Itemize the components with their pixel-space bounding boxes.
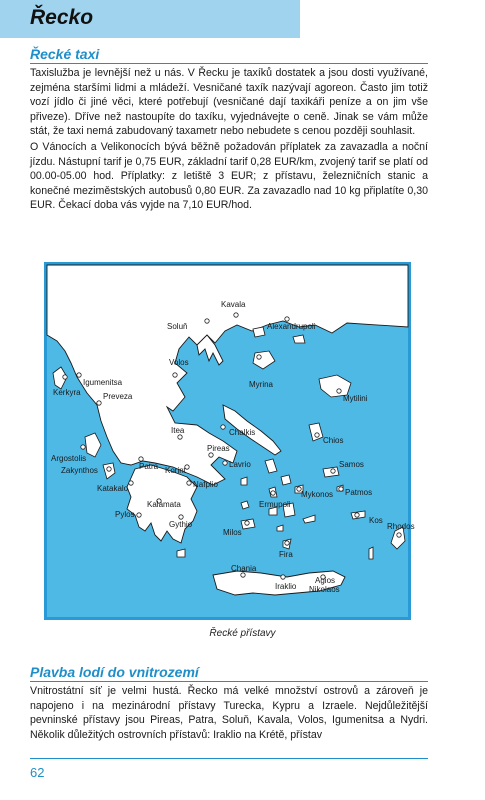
- port-marker-solun: [205, 319, 209, 323]
- taxi-text: [30, 66, 428, 213]
- page-number: 62: [30, 765, 45, 780]
- port-label-fira: Fira: [279, 550, 293, 559]
- port-marker-pireas: [209, 453, 213, 457]
- port-marker-chania: [241, 573, 245, 577]
- port-label-gythio: Gythio: [169, 520, 193, 529]
- port-marker-ermupoli: [271, 491, 275, 495]
- port-label-preveza: Preveza: [103, 392, 133, 401]
- port-label-korint: Korint: [165, 466, 186, 475]
- port-label-chios: Chios: [323, 436, 344, 445]
- port-marker-chios: [315, 433, 319, 437]
- port-label-nafplio: Nafplio: [193, 480, 218, 489]
- port-label-patmos: Patmos: [345, 488, 373, 497]
- port-label-katakalo: Katakalo: [97, 484, 129, 493]
- port-label-lavrio: Lavrio: [229, 460, 251, 469]
- port-marker-lavrio: [223, 461, 227, 465]
- port-marker-chalkis: [221, 425, 225, 429]
- map-caption: Řecké přístavy: [209, 628, 276, 639]
- port-label-myrina: Myrina: [249, 380, 274, 389]
- port-label-pylos: Pylos: [115, 510, 135, 519]
- port-label-samos: Samos: [339, 460, 364, 469]
- port-label-milos: Milos: [223, 528, 242, 537]
- port-marker-volos: [173, 373, 177, 377]
- port-label-alexandroupoli: Alexandrupoli: [267, 322, 316, 331]
- port-label-solun: Soluň: [167, 322, 188, 331]
- chapter-title: Řecko: [30, 6, 94, 29]
- port-marker-katakalo: [129, 481, 133, 485]
- port-label-kalamata: Kalamata: [147, 500, 181, 509]
- port-marker-myrina: [257, 355, 261, 359]
- port-marker-mytilini: [337, 389, 341, 393]
- port-marker-alexandroupoli: [285, 317, 289, 321]
- port-marker-igumenitsa: [77, 373, 81, 377]
- port-label-agios: Agios: [315, 576, 336, 585]
- port-label-kavala: Kavala: [221, 300, 246, 309]
- map-thasos: [253, 327, 265, 337]
- section-heading-ferry: Plavba lodí do vnitrozemí: [30, 664, 428, 682]
- port-marker-zakynthos: [107, 467, 111, 471]
- port-label-rhodos: Rhodos: [387, 522, 415, 531]
- port-label-argostolis: Argostolis: [51, 454, 87, 463]
- port-marker-rhodos: [397, 533, 401, 537]
- taxi-paragraph-2: O Vánocích a Velikonocích bývá běžně požadován příplatek za zavazadla a noční jízdu. Nástupní tarif je 0,75 EUR, základní tarif 0,28 EUR/km, zvojený tarif se platí od 00.00-05.00 hod. Příplatky: z letiště 3 EUR; z přístavu, železničních stanic a konečné meziměstských autobusů 0,80 EUR. Za zavazadlo nad 10 kg připlatíte 0,30 EUR. Čekací doba vás vyjde na 7,10 EUR/hod.: [30, 140, 428, 212]
- port-marker-itea: [178, 435, 182, 439]
- port-marker-patmos: [339, 487, 343, 491]
- port-marker-nafplio: [187, 481, 191, 485]
- port-label-iraklio: Iraklio: [275, 582, 297, 591]
- port-label-pireas: Pireas: [207, 444, 230, 453]
- port-marker-pylos: [137, 513, 141, 517]
- port-label-itea: Itea: [171, 426, 185, 435]
- port-label-mytilini: Mytilini: [343, 394, 368, 403]
- greece-ports-map: [44, 262, 415, 620]
- port-marker-samos: [331, 469, 335, 473]
- port-label-ermupoli: Ermupoli: [259, 500, 291, 509]
- ferry-paragraph: Vnitrostátní síť je velmi hustá. Řecko má velké množství ostrovů a zároveň je napojeno i na mezinárodní přístavy Turecka, Kypru a Izraele. Nejdůležitější pevninské přístavy jsou Pireas, Patra, Soluň, Kavala, Volos, Igumenitsa a Nydri. Několik důležitých ostrovních přístavů: Iraklio na Krétě, přístav: [30, 685, 428, 741]
- port-label-mykonos: Mykonos: [301, 490, 334, 499]
- port-marker-gythio: [179, 515, 183, 519]
- section-heading-taxi: Řecké taxi: [30, 46, 428, 64]
- map-canvas: [47, 265, 415, 617]
- port-marker-patra: [139, 457, 143, 461]
- ferry-text: [30, 684, 428, 742]
- port-label-volos: Volos: [169, 358, 189, 367]
- taxi-paragraph-1: Taxislužba je levnější než u nás. V Řecku je taxíků dostatek a jsou dosti využívané, zejména staršími lidmi a mládeží. Vesničané taxík nazývají agoreon. Často jim totiž vozí jídlo či jiné věci, které potřebují (vesničané dají taxikáři peníze a on jim vše přiveze). Dříve než nastoupíte do taxíku, vyjednávejte o ceně. Jinak se vám může stát, že taxi nemá zabudovaný taxametr nebo nebudete s cenou později souhlasit.: [30, 67, 428, 138]
- port-marker-kerkyra: [63, 375, 67, 379]
- footer-rule: [30, 758, 428, 759]
- port-label-patra: Patra: [139, 462, 159, 471]
- port-label-igumenitsa: Igumenitsa: [83, 378, 123, 387]
- port-marker-kos: [355, 513, 359, 517]
- port-label-chalkis: Chalkis: [229, 428, 256, 437]
- map-karpathos: [369, 547, 373, 559]
- port-marker-kavala: [234, 313, 238, 317]
- map-serifos: [241, 501, 249, 509]
- port-marker-preveza: [97, 401, 101, 405]
- port-marker-iraklio: [281, 575, 285, 579]
- map-tinos: [281, 475, 291, 485]
- port-label-zakynthos: Zakynthos: [61, 466, 98, 475]
- port-label-kos: Kos: [369, 516, 383, 525]
- port-marker-argostolis: [81, 445, 85, 449]
- port-marker-milos: [245, 521, 249, 525]
- port-marker-fira: [285, 541, 289, 545]
- port-label-kerkyra: Kerkyra: [53, 388, 81, 397]
- port-label-nikolaos: Nikolaos: [309, 585, 340, 594]
- port-label-chania: Chania: [231, 564, 257, 573]
